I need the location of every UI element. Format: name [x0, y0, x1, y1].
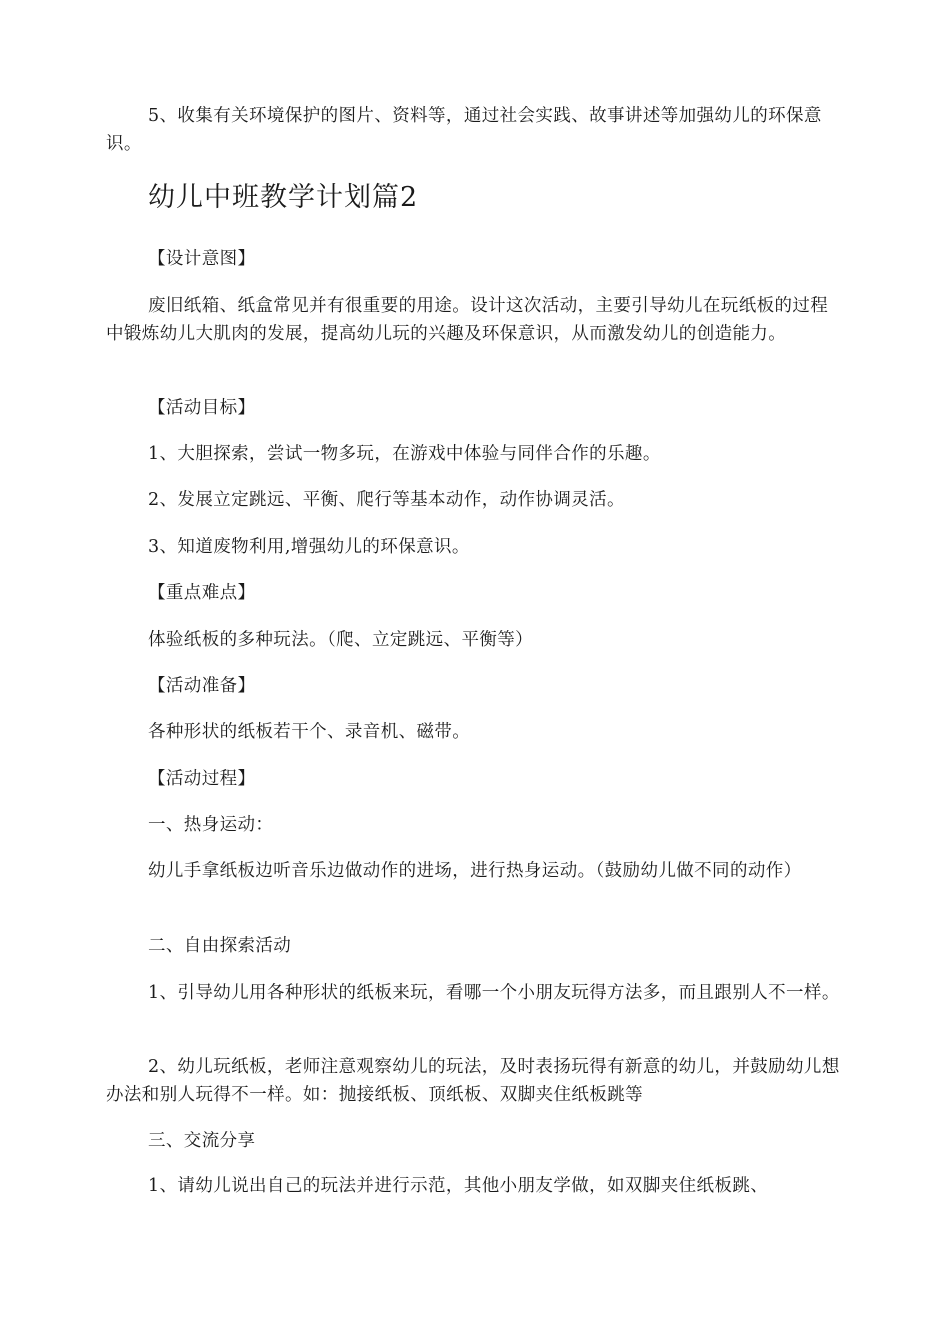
step-2-title: 二、自由探索活动 [148, 936, 292, 956]
key-points-paragraph: 体验纸板的多种玩法。（爬、立定跳远、平衡等） [148, 630, 534, 650]
preparation-paragraph: 各种形状的纸板若干个、录音机、磁带。 [148, 722, 471, 742]
key-points-header: 【重点难点】 [148, 583, 256, 603]
step-2-item-1: 1、引导幼儿用各种形状的纸板来玩，看哪一个小朋友玩得方法多，而且跟别人不一样。 [148, 983, 840, 1003]
design-intent-header: 【设计意图】 [148, 249, 256, 269]
step-3-title: 三、交流分享 [148, 1131, 256, 1151]
design-intent-paragraph: 废旧纸箱、纸盒常见并有很重要的用途。设计这次活动，主要引导幼儿在玩纸板的过程中锻炼幼儿大肌肉的发展，提高幼儿玩的兴趣及环保意识，从而激发幼儿的创造能力。 [106, 296, 829, 344]
process-header: 【活动过程】 [148, 769, 256, 789]
section-title: 幼儿中班教学计划篇2 [148, 182, 419, 213]
paragraph-intro: 5、收集有关环境保护的图片、资料等，通过社会实践、故事讲述等加强幼儿的环保意识。 [106, 106, 822, 154]
step-2-item-2: 2、幼儿玩纸板，老师注意观察幼儿的玩法，及时表扬玩得有新意的幼儿，并鼓励幼儿想办法和别人玩得不一样。如：抛接纸板、顶纸板、双脚夹住纸板跳等 [106, 1057, 840, 1105]
step-3-item-1: 1、请幼儿说出自己的玩法并进行示范，其他小朋友学做，如双脚夹住纸板跳、 [148, 1176, 769, 1196]
goals-header: 【活动目标】 [148, 398, 256, 418]
step-1-title: 一、热身运动： [148, 815, 274, 835]
preparation-header: 【活动准备】 [148, 676, 256, 696]
goal-item-3: 3、知道废物利用,增强幼儿的环保意识。 [148, 537, 470, 557]
step-1-paragraph: 幼儿手拿纸板边听音乐边做动作的进场，进行热身运动。（鼓励幼儿做不同的动作） [148, 861, 802, 881]
goal-item-2: 2、发展立定跳远、平衡、爬行等基本动作，动作协调灵活。 [148, 490, 625, 510]
goal-item-1: 1、大胆探索，尝试一物多玩，在游戏中体验与同伴合作的乐趣。 [148, 444, 661, 464]
